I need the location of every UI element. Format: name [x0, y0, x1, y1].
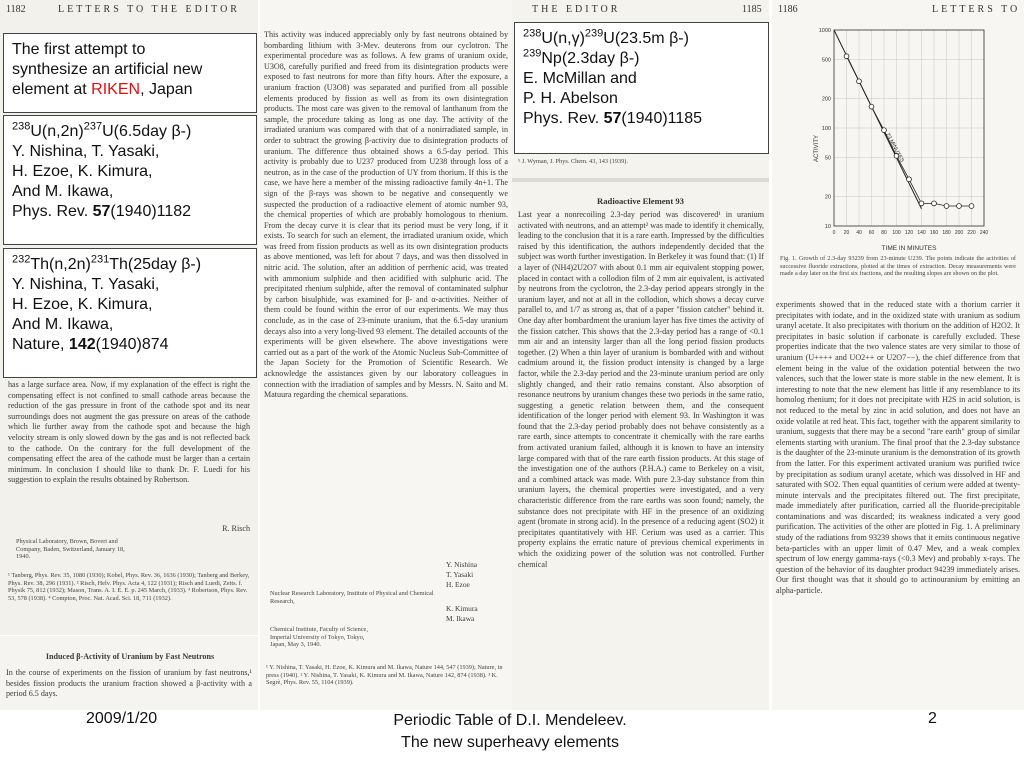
- x-tick-label: 100: [892, 230, 901, 236]
- authors-line: P. H. Abelson: [523, 90, 618, 107]
- reaction-line: $^{232}Th(n,2n)^{231}Th(25day$ β-): [12, 253, 202, 273]
- footnote-top: ⁵ J. Wyman, J. Phys. Chem. 43, 143 (1939).: [518, 158, 628, 165]
- scan-page-1182-strip: [0, 636, 258, 710]
- left-body-text: has a large surface area. Now, if my explanation of the effect is right the compensating effect is not confined to small cathode areas because the reduction of the gas pressure in front of the cathode spot and its near surroundings does not augment the gas pressure on areas of the cathode which lie further away from the cathode spot and because the high velocity stream is only slowed down by the gas and is not reflected back to the cathode. On the contrary for the full development of the compensating effect the area of the cathode must be larger than a certain minimum. In conclusion I should like to thank Dr. F. Luedi for his suggestion to explain the results obtained by Robertson.: [8, 380, 250, 485]
- data-point: [919, 201, 924, 206]
- reaction-line: $^{238}U(n,\gamma)^{239}U(23.5m$ β-): [523, 27, 689, 47]
- y-tick-label: 100: [821, 126, 831, 132]
- y-tick-label: 20: [824, 194, 831, 201]
- x-tick-label: 80: [881, 230, 887, 236]
- footer-date: 2009/1/20: [86, 710, 158, 727]
- x-tick-label: 40: [856, 230, 862, 236]
- title-line-3: element at RIKEN, Japan: [12, 81, 193, 98]
- running-head: THE EDITOR: [532, 4, 621, 15]
- chart-y-ticks: [819, 28, 831, 230]
- running-head: LETTERS TO: [932, 4, 1021, 15]
- divider: [512, 178, 769, 182]
- page-number: 1185: [742, 4, 762, 15]
- middle-footnotes: ¹ Y. Nishina, T. Yasaki, H. Ezoe, K. Kimura and M. Ikawa, Nature 144, 547 (1939); Nature, in press (1940). ² Y. Nishina, T. Yasaki, K. Kimura and M. Ikawa, Nature 142, 874 (1938). ³ K. Segrè, Phys. Rev. 55, 1104 (1939).: [266, 664, 503, 687]
- title-annotation-box: [3, 33, 257, 113]
- signer: K. Kimura: [446, 604, 478, 613]
- right-a-body-text: Last year a nonrecoiling 2.3-day period was discovered¹ in uranium activated with neutrons, and an attempt² was made to identify it chemically, leading to the conclusion that it is a rare earth. Impressed by the difficulties raised by this identification, the authors independently decided that the subject was worth further investigation. In Berkeley it was found that: (1) If a layer of (NH4)2U2O7 with about 0.1 mm air equivalent stopping power, placed in contact with a collodion film of 2 mm air equivalent, is activated by neutrons from the cyclotron, the 2.3-day period appears strongly in the uranium layer, and not at all in the collodion, which shows a decay curve parallel to, and 1/7 as strong as, that of a paper "fission catcher" behind it. One day after bombardment the uranium layer has five times the activity of the fission catcher. This shows that the 2.3-day period has a range of <0.1 mm air and an intensity larger than all the long period fission products together. (2) When a thin layer of uranium is bombarded with and without cadmium around it, the fission product intensity is changed by a large factor, while the 2.3-day period and the 23-minute uranium period are only slightly changed, and their ratio remains constant. Also absorption of resonance neutrons by uranium changes these two periods in the same ratio, suggesting a genetic relation between them, and the consequent identification of the longer period with element 93. In Washington it was found that the 2.3-day period probably does not behave consistently as a rare earth, since attempts to concentrate it chemically with the rare earths from activated uranium failed, although it is known to have an intensity large compared with that of the rare earth fission products. At this stage of the investigation one of the authors (P.H.A.) came to Berkeley on a visit, and a combined attack was made. With pure 2.3-day substance from thin uranium layers, the chemical properties were investigated, and a very characteristic difference from the rare earths was soon found; namely, the substance does not precipitate with HF in the presence of an oxidizing agent (bromate in strong acid). In the presence of a reducing agent (SO2) it precipitates quantitatively with HF. Cerium was used as a carrier. This property explains the erratic nature of previous chemical experiments in which the oxidizing power of the solution was not controlled. Further chemical: [518, 210, 764, 569]
- footer-title-line-2: The new superheavy elements: [401, 734, 619, 751]
- authors-line: Y. Nishina, T. Yasaki,: [12, 276, 160, 293]
- chart-x-label: TIME IN MINUTES: [881, 245, 937, 252]
- scan-page-1182-col2: [260, 0, 512, 710]
- signer: M. Ikawa: [446, 614, 475, 623]
- footer-title-line-1: Periodic Table of D.I. Mendeleev.: [393, 712, 627, 729]
- footer-slide-number: 2: [928, 710, 937, 727]
- reference-line: Phys. Rev. 57(1940)1182: [12, 203, 192, 220]
- data-point: [882, 128, 887, 133]
- chart-x-ticks: [833, 230, 989, 236]
- y-tick-label: 500: [821, 57, 831, 64]
- x-tick-label: 220: [967, 230, 976, 236]
- authors-line: Y. Nishina, T. Yasaki,: [12, 143, 160, 160]
- data-point: [944, 204, 949, 209]
- data-point: [957, 204, 962, 209]
- x-tick-label: 60: [868, 230, 875, 236]
- left-affiliation: Physical Laboratory, Brown, Boveri and Company, Baden, Switzerland, January 18, 1940.: [16, 538, 125, 561]
- x-tick-label: 120: [904, 230, 914, 236]
- signer: Y. Nishina: [446, 560, 478, 569]
- middle-signers-2: [446, 604, 506, 624]
- x-tick-label: 200: [954, 230, 964, 236]
- authors-line: And M. Ikawa,: [12, 316, 114, 333]
- chart-annotation: 23 MINUTES: [884, 132, 905, 164]
- data-point: [907, 177, 912, 182]
- y-tick-label: 10: [824, 224, 831, 230]
- authors-line: E. McMillan and: [523, 70, 637, 87]
- x-tick-label: 20: [843, 230, 850, 236]
- section-title: Radioactive Element 93: [597, 196, 684, 206]
- x-tick-label: 180: [942, 230, 951, 236]
- data-point: [932, 201, 937, 206]
- reaction-line: $^{239}$Np(2.3day β-): [523, 47, 640, 67]
- signer: T. Yasaki: [446, 570, 474, 579]
- growth-chart: [804, 22, 1014, 254]
- strip-text: In the course of experiments on the fission of uranium by fast neutrons,¹ besides fission products the uranium fraction showed a β-activity with a period 6.5 days.: [6, 668, 252, 699]
- x-tick-label: 160: [929, 230, 939, 236]
- np239-annotation-box: [514, 22, 769, 154]
- reaction-line: $^{238}U(n,2n)^{237}U(6.5day$ β-): [12, 120, 192, 140]
- chart-lines: [834, 30, 972, 209]
- data-point: [844, 54, 849, 59]
- chart-y-label: ACTIVITY: [814, 134, 820, 162]
- title-line-2: synthesize an artificial new: [12, 61, 203, 78]
- signer: H. Ezoe: [446, 580, 470, 589]
- middle-signers-1: [446, 560, 506, 590]
- middle-body-text: This activity was induced appreciably only by fast neutrons obtained by bombarding lithium with 3-Mev. deuterons from our cyclotron. The experimental procedure was as follows. A few grams of uranium oxide, U3O8, carefully purified and freed from its disintegration products were exposed to fast neutrons for more than fifty hours. After the exposure, a uranium fraction (U3O8) was separated and purified from all possible elements produced by fission as well as from its own disintegration products. The most care was given to the removal of lanthanum from the sample, the procedure taking as long as one day. The activity of the irradiated uranium was compared with that of a nonirradiated sample, in order to subtract the growing β-activity due to disintegration products of uranium. The difference thus obtained shows a 6.5-day period. This activity is probably due to U237 produced from U238 through loss of a neutron, as in the case of the production of UY from thorium. If this is the case, we have here a member of the missing radioactive family 4n+1. The sign of the β-rays was shown to be negative and consequently we suspected the production of a radioactive element of atomic number 93, the chemical properties of which are probably homologous to rhenium. From the decay curve it is clear that its period must be very long, if it exists. To search for such an element, the irradiated uranium oxide, which was freed from fission products as well as its own disintegration products as above mentioned, was left for about 7 days, and was then dissolved in nitric acid. The solution, after an addition of perrhenic acid, was treated with ammonium sulphide and then acidified with sulphuric acid. The precipitated rhenium sulphide, after the removal of contaminated sulphur by carbon bisulphide, was examined for β- and α-activities. Neither of them could be found within the error of our experiments. We may thus conclude, as in the case of 23-minute uranium, that the 6.5-day uranium decays also into a very long-lived 93 element. The detailed accounts of the experiments will be given elsewhere. The above investigations were carried out as a part of the work of the Atomic Nucleus Sub-Committee of the Japan Society for the Promotion of Scientific Research. We acknowledge the assistances given by our laboratory colleagues in connection with the irradiation of samples and by Messrs. N. Saito and M. Matuura regarding the chemical separations.: [264, 30, 508, 400]
- y-tick-label: 50: [824, 155, 831, 162]
- authors-line: H. Ezoe, K. Kimura,: [12, 296, 153, 313]
- chart-grid: [834, 30, 984, 226]
- data-point: [869, 104, 874, 109]
- riken-highlight: RIKEN: [91, 81, 141, 98]
- authors-line: And M. Ikawa,: [12, 183, 114, 200]
- th231-annotation-box: [3, 248, 257, 378]
- page-number: 1182: [6, 4, 26, 15]
- footer-title: [300, 710, 720, 754]
- figure-caption: Fig. 1. Growth of 2.3-day 93239 from 23-minute U239. The points indicate the activities of successive fluoride extractions, plotted at the times of extraction. Decay measurements were made a day later on the first six fractions, and the resulting slopes are shown on the plot.: [780, 255, 1016, 278]
- u237-annotation-box: [3, 115, 257, 245]
- reference-line: Nature, 142(1940)874: [12, 336, 169, 353]
- authors-line: H. Ezoe, K. Kimura,: [12, 163, 153, 180]
- y-tick-label: 1000: [818, 28, 831, 34]
- data-point: [857, 79, 862, 84]
- middle-affiliation-2: Chemical Institute, Faculty of Science, Imperial University of Tokyo, Tokyo, Japan, May 3, 1940.: [270, 626, 368, 649]
- running-head: LETTERS TO THE EDITOR: [58, 4, 240, 15]
- strip-title: Induced β-Activity of Uranium by Fast Neutrons: [45, 652, 215, 661]
- reference-line: Phys. Rev. 57(1940)1185: [523, 110, 703, 127]
- data-point: [969, 204, 974, 209]
- right-b-body-text: experiments showed that in the reduced state with a thorium carrier it precipitates with iodate, and in the oxidized state with uranium as sodium uranyl acetate. It also precipitates with thorium on the addition of H2O2. It precipitates in basic solution if carbonate is carefully excluded. These properties indicate that the two valence states are very similar to those of uranium (U++++ and UO2++ or U2O7−−), the chief difference from that element being in the value of the oxidation potential between the two valences, such that the lower state is more stable in the new element. It is interesting to note that the new element has little if any resemblance to its homolog rhenium; for it does not precipitate with H2S in acid solution, is not reduced to the metal by zinc in acid solution, and does not have an oxide volatile at red heat. This fact, together with the apparent similarity to uranium, suggests that there may be a second "rare earth" group of similar elements starting with uranium. The final proof that the 2.3-day substance is the daughter of the 23-minute uranium is the demonstration of its growth from the latter. For this experiment activated uranium was purified twice by precipitation as sodium uranyl acetate, which was dissolved in HF and saturated with SO2. Then equal quantities of cerium were added at twenty-minute intervals and the precipitates filtered out. The first precipitate, made immediately after purification, carried all the fluoride-precipitable contaminations and was discarded; its weakness indicated a very good purification. The activities of the other are plotted in Fig. 1. A preliminary study of the radiations from 93239 shows that it emits continuous negative beta-particles with an upper limit of 0.47 Mev, and a weak complex spectrum of low energy gamma-rays (<0.3 Mev) and probably x-rays. The question of the behavior of its daughter product 94239 immediately arises. Our first thought was that it should go to actinouranium by emitting an alpha-particle.: [776, 300, 1020, 596]
- title-line-1: The first attempt to: [12, 41, 146, 58]
- left-footnotes: ¹ Tanberg, Phys. Rev. 35, 1080 (1930); Kobel, Phys. Rev. 36, 1636 (1930); Tanberg and Berkey, Phys. Rev. 38, 296 (1931). ² Risch, Helv. Phys. Acta 4, 122 (1931); Risch and Luedi, Zeits. f. Physik 75, 812 (1932); Mason, Trans. A. I. E. E. p. 245 March, (1933). ³ Robertson, Phys. Rev. 53, 578 (1938). ⁴ Compton, Proc. Nat. Acad. Sci. 18, 711 (1932).: [8, 572, 250, 602]
- left-signature: R. Risch: [222, 524, 250, 533]
- page-number: 1186: [778, 4, 798, 15]
- x-tick-label: 240: [979, 230, 989, 236]
- x-tick-label: 0: [832, 230, 836, 236]
- middle-affiliation-1: Nuclear Research Laboratory, Institute of Physical and Chemical Research,: [270, 590, 434, 605]
- x-tick-label: 140: [917, 230, 926, 236]
- y-tick-label: 200: [821, 96, 831, 103]
